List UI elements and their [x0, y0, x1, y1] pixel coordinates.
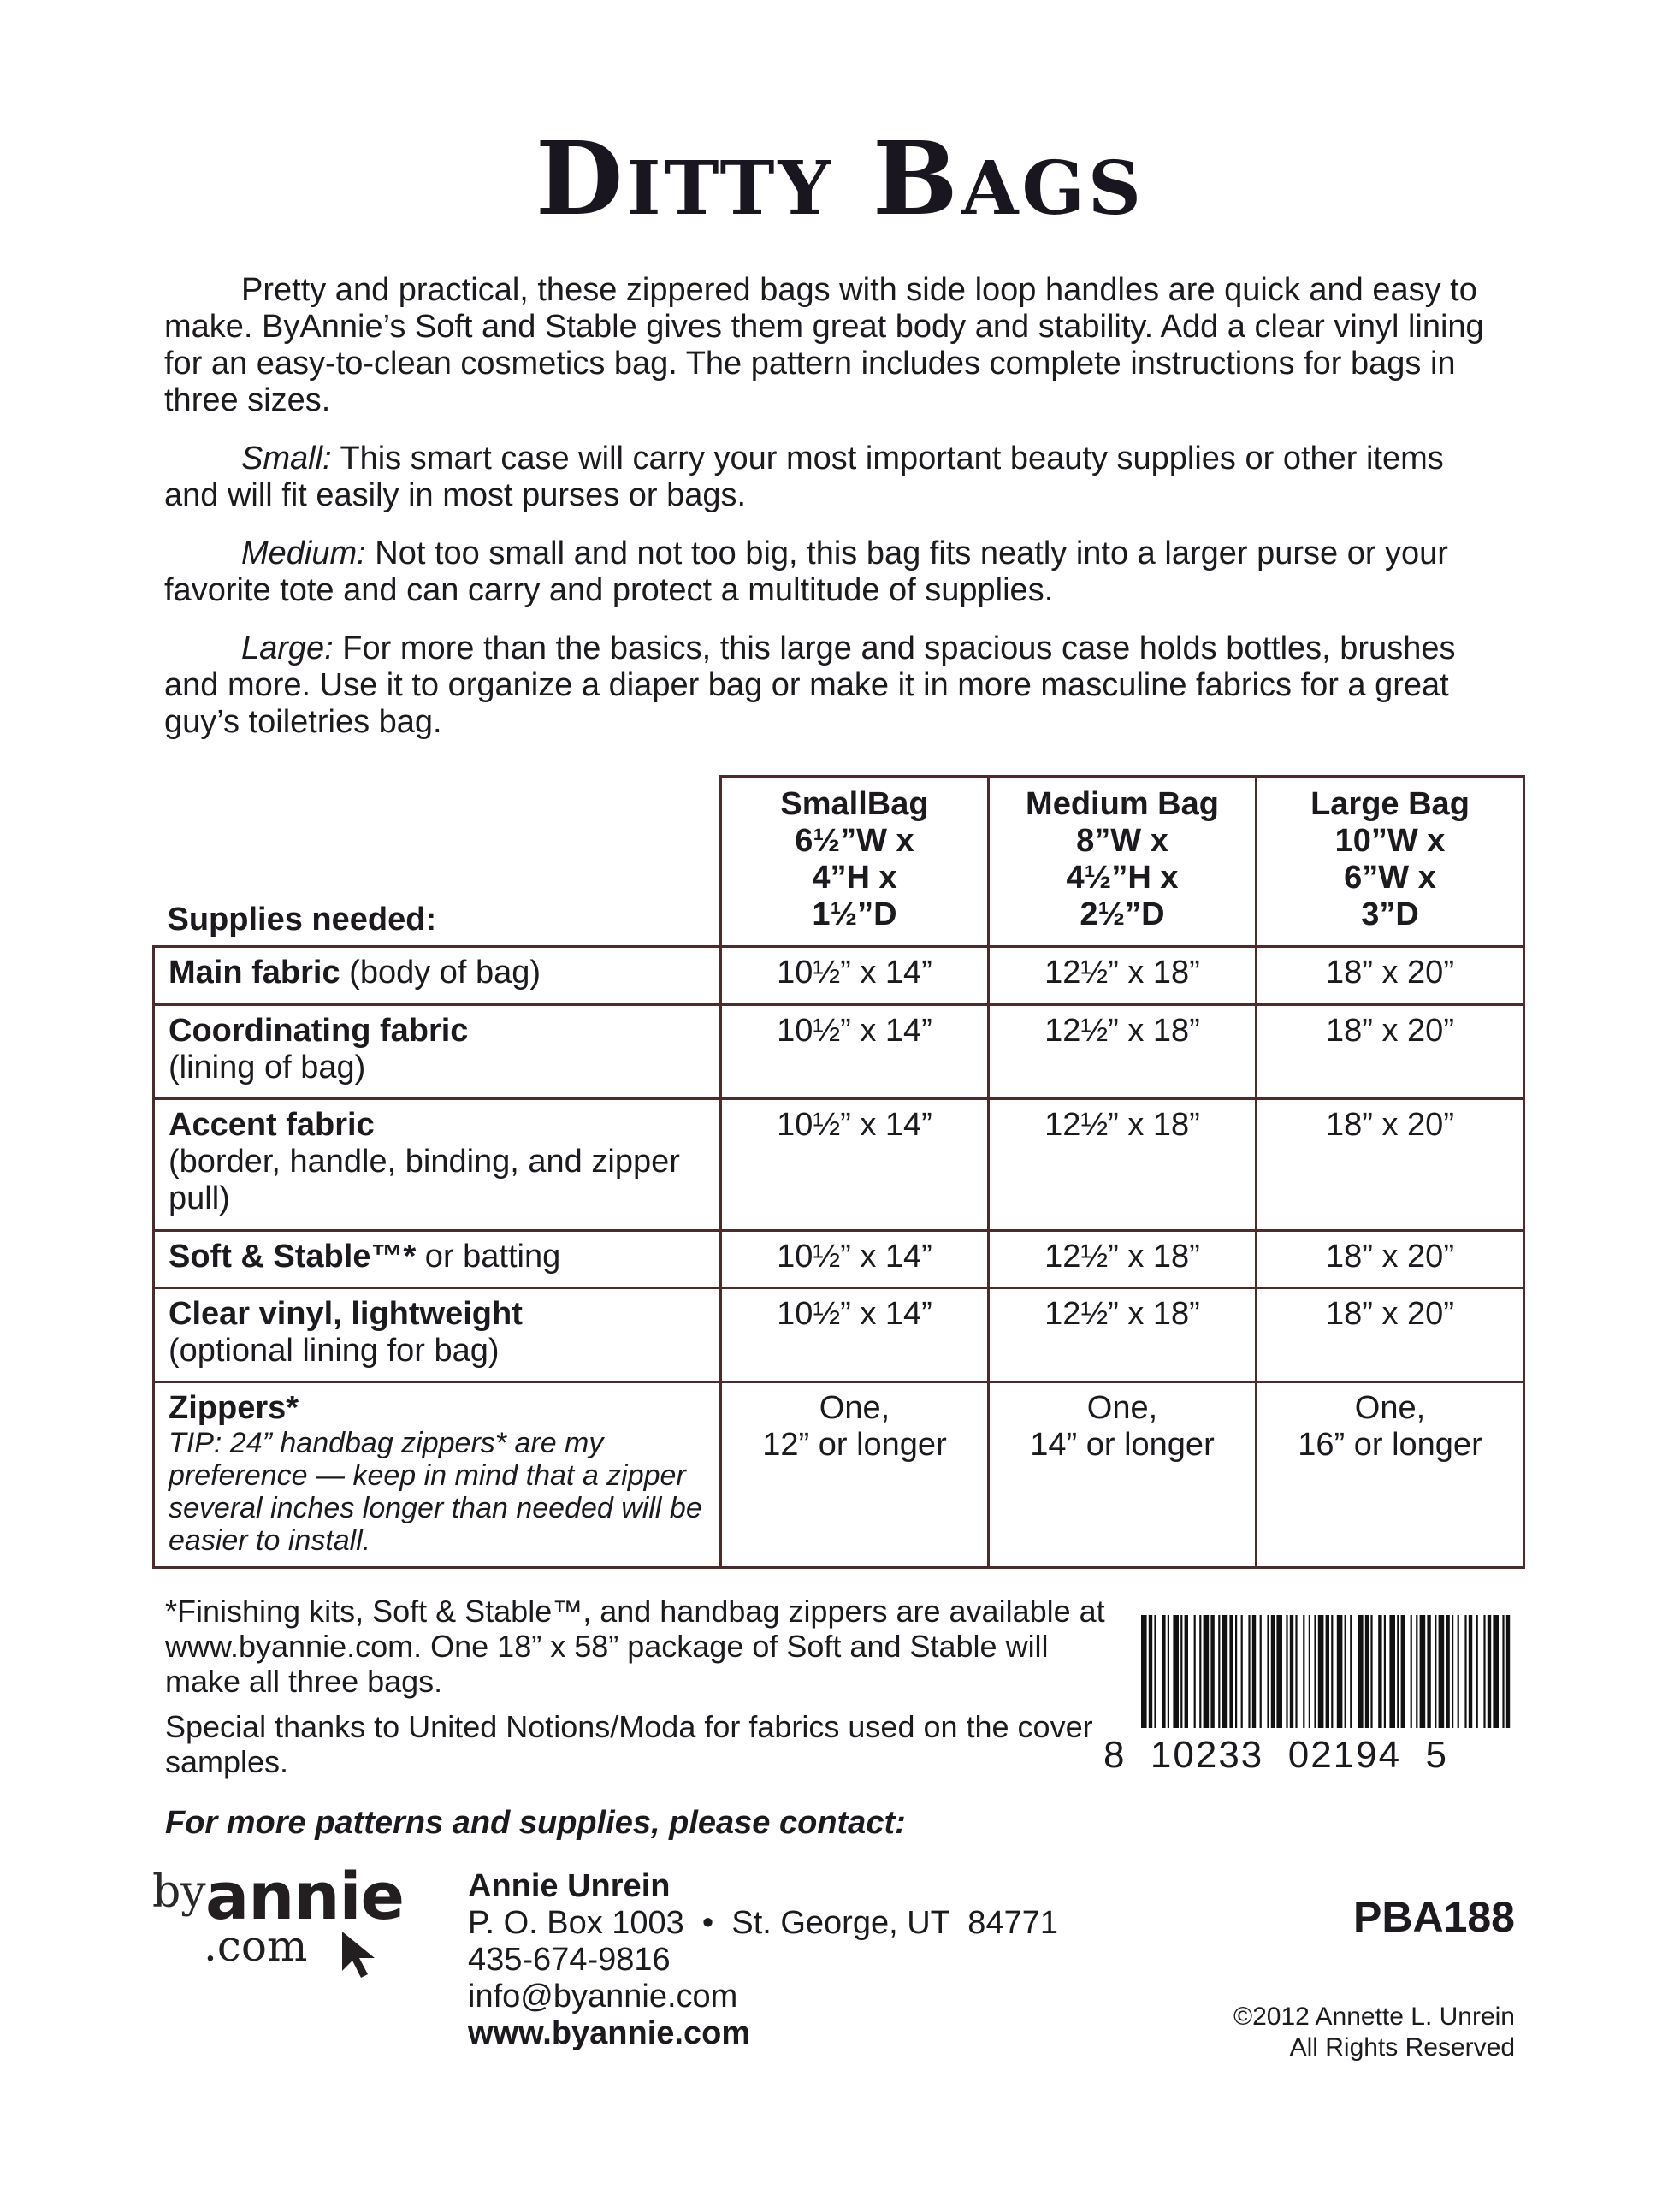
intro-text — [164, 272, 1499, 762]
row-label-clear-vinyl: Clear vinyl, lightweight (optional lining for bag) — [154, 1288, 721, 1382]
barcode-number: 8 10233 02194 5 — [1103, 1734, 1448, 1776]
barcode-bar — [1168, 1615, 1169, 1728]
row-label-coordinating-fabric: Coordinating fabric (lining of bag) — [154, 1005, 721, 1099]
table-cell: 12½” x 18” — [989, 947, 1257, 1005]
special-thanks-note: Special thanks to United Notions/Moda for fabrics used on the cover samples. — [165, 1709, 1093, 1779]
title-initial-b: B — [872, 119, 961, 238]
table-cell: 10½” x 14” — [721, 1099, 989, 1231]
table-cell: 12½” x 18” — [989, 1099, 1257, 1231]
barcode-bar — [1309, 1615, 1310, 1728]
barcode-bar — [1314, 1615, 1316, 1728]
barcode-bar — [1204, 1615, 1210, 1728]
barcode-bar — [1326, 1615, 1329, 1728]
table-cell: One, 16” or longer — [1257, 1382, 1524, 1568]
barcode-bar — [1290, 1615, 1293, 1728]
pattern-code: PBA188 — [1353, 1893, 1515, 1941]
table-row — [154, 1005, 1524, 1099]
barcode-bar — [1185, 1615, 1188, 1728]
barcode-bar — [1173, 1615, 1179, 1728]
barcode-bar — [1337, 1615, 1343, 1728]
table-cell: 12½” x 18” — [989, 1005, 1257, 1099]
barcode-bar — [1397, 1615, 1399, 1728]
rights-reserved-line: All Rights Reserved — [1289, 2033, 1515, 2062]
barcode-bar — [1162, 1615, 1165, 1728]
title-initial-d: D — [535, 119, 627, 238]
barcode-bar — [1358, 1615, 1364, 1728]
barcode-bar — [1286, 1615, 1287, 1728]
barcode-bar — [1476, 1615, 1478, 1728]
barcode-bar — [1458, 1615, 1459, 1728]
contact-address — [468, 1868, 1058, 2052]
barcode-bar — [1210, 1615, 1214, 1728]
table-cell: 10½” x 14” — [721, 947, 989, 1005]
barcode-bar — [1141, 1615, 1147, 1728]
barcode-bar — [1370, 1615, 1372, 1728]
table-cell: 10½” x 14” — [721, 1231, 989, 1288]
table-cell: 18” x 20” — [1257, 1288, 1524, 1382]
table-cell: 10½” x 14” — [721, 1288, 989, 1382]
barcode-bar — [1488, 1615, 1491, 1728]
table-cell: One, 12” or longer — [721, 1382, 989, 1568]
contact-heading: For more patterns and supplies, please contact: — [165, 1805, 906, 1841]
title-word-ags: AGS — [961, 145, 1145, 232]
table-cell: 18” x 20” — [1257, 947, 1524, 1005]
barcode-bar — [1439, 1615, 1445, 1728]
column-small-bag: SmallBag 6½”W x 4”H x 1½”D — [721, 777, 989, 947]
table-cell: 18” x 20” — [1257, 1231, 1524, 1288]
table-row — [154, 947, 1524, 1005]
barcode-bar — [1502, 1615, 1504, 1728]
table-cell: One, 14” or longer — [989, 1382, 1257, 1568]
table-row — [154, 1231, 1524, 1288]
small-description — [164, 441, 1499, 514]
barcode-bar — [1464, 1615, 1466, 1728]
table-row — [154, 1099, 1524, 1231]
barcode-bar — [1365, 1615, 1369, 1728]
byannie-logo: by annie .com — [152, 1858, 426, 1986]
medium-label: Medium: — [241, 535, 366, 571]
footnote — [165, 1594, 1106, 1790]
table-cell: 12½” x 18” — [989, 1288, 1257, 1382]
barcode-bar — [1435, 1615, 1436, 1728]
zipper-tip: TIP: 24” handbag zippers* are my preference — keep in mind that a zipper several inches longer than needed will be easier to install. — [169, 1427, 702, 1557]
barcode-bar — [1276, 1615, 1282, 1728]
postal-address: P. O. Box 1003 • St. George, UT 84771 — [468, 1905, 1058, 1941]
barcode-bar — [1218, 1615, 1220, 1728]
barcode-bar — [1420, 1615, 1426, 1728]
small-text: This smart case will carry your most important beauty supplies or other items and will fit easily in most purses or bags. — [164, 441, 1444, 513]
barcode-bar — [1411, 1615, 1412, 1728]
large-text: For more than the basics, this large and spacious case holds bottles, brushes and more. Use it to organize a diaper bag or make it in more masculine fabrics for a great guy’s toiletries bag. — [164, 630, 1456, 740]
contact-name: Annie Unrein — [468, 1868, 671, 1904]
row-label-soft-stable: Soft & Stable™* or batting — [154, 1231, 721, 1288]
barcode-bar — [1452, 1615, 1453, 1728]
barcode-bar — [1446, 1615, 1449, 1728]
barcode-bar — [1248, 1615, 1250, 1728]
barcode-bar — [1345, 1615, 1346, 1728]
barcode-bar — [1506, 1615, 1510, 1728]
barcode-bar — [1401, 1615, 1405, 1728]
barcode-bar — [1222, 1615, 1228, 1728]
barcode-bar — [1318, 1615, 1324, 1728]
barcode-bar — [1267, 1615, 1269, 1728]
cursor-arrow-icon — [339, 1928, 383, 1981]
barcode-bar — [1378, 1615, 1381, 1728]
small-label: Small: — [241, 441, 332, 476]
finishing-kits-note: *Finishing kits, Soft & Stable™, and handbag zippers are available at www.byannie.com. One 18” x 58” package of Soft and Stable will make all three bags. — [165, 1594, 1105, 1699]
barcode-bar — [1180, 1615, 1182, 1728]
barcode-bar — [1389, 1615, 1395, 1728]
phone-number: 435-674-9816 — [468, 1942, 671, 1978]
website-link: www.byannie.com — [468, 2015, 751, 2051]
copyright-line: ©2012 Annette L. Unrein — [1233, 2003, 1515, 2031]
barcode-bar — [1493, 1615, 1499, 1728]
row-label-main-fabric: Main fabric (body of bag) — [154, 947, 721, 1005]
table-row — [154, 1288, 1524, 1382]
email-address: info@byannie.com — [468, 1979, 738, 2014]
barcode-bar — [1295, 1615, 1297, 1728]
page-title — [0, 119, 1680, 238]
table-row — [154, 1382, 1524, 1568]
barcode-bar — [1194, 1615, 1196, 1728]
barcode-bar — [1416, 1615, 1417, 1728]
barcode-bar — [1149, 1615, 1152, 1728]
supplies-heading: Supplies needed: — [154, 777, 721, 947]
barcode-bar — [1271, 1615, 1275, 1728]
barcode-bar — [1199, 1615, 1201, 1728]
barcode-bar — [1235, 1615, 1237, 1728]
intro-paragraph: Pretty and practical, these zippered bags with side loop handles are quick and easy to make. ByAnnie’s Soft and Stable gives them great body and stability. Add a clear vinyl lining for an easy-to-clean cosmetics bag. The pattern includes complete instructions for bags in three sizes. — [164, 272, 1484, 418]
barcode-bar — [1384, 1615, 1386, 1728]
table-cell: 18” x 20” — [1257, 1005, 1524, 1099]
barcode-bar — [1427, 1615, 1430, 1728]
barcode-bar — [1483, 1615, 1485, 1728]
supplies-table — [152, 775, 1525, 1569]
table-header-row — [154, 777, 1524, 947]
barcode-bar — [1303, 1615, 1304, 1728]
medium-text: Not too small and not too big, this bag fits neatly into a larger purse or your favorite tote and can carry and protect a multitude of supplies. — [164, 535, 1448, 608]
table-cell: 10½” x 14” — [721, 1005, 989, 1099]
row-label-zippers: Zippers* TIP: 24” handbag zippers* are my preference — keep in mind that a zipper several inches longer than needed will be easier to install. — [154, 1382, 721, 1568]
barcode-bar — [1331, 1615, 1333, 1728]
row-label-accent-fabric: Accent fabric (border, handle, binding, and zipper pull) — [154, 1099, 721, 1231]
table-cell: 18” x 20” — [1257, 1099, 1524, 1231]
medium-description — [164, 535, 1499, 609]
barcode-bar — [1260, 1615, 1262, 1728]
table-cell: 12½” x 18” — [989, 1231, 1257, 1288]
barcode-bar — [1469, 1615, 1472, 1728]
title-word-itty: ITTY — [626, 145, 834, 232]
barcode-bar — [1154, 1615, 1156, 1728]
barcode-bar — [1350, 1615, 1352, 1728]
barcode-bar — [1252, 1615, 1256, 1728]
large-description — [164, 630, 1499, 741]
column-large-bag: Large Bag 10”W x 6”W x 3”D — [1257, 777, 1524, 947]
large-label: Large: — [241, 630, 334, 666]
barcode-bar — [1241, 1615, 1243, 1728]
copyright — [1233, 2002, 1515, 2063]
barcode-bar — [1229, 1615, 1233, 1728]
column-medium-bag: Medium Bag 8”W x 4½”H x 2½”D — [989, 777, 1257, 947]
